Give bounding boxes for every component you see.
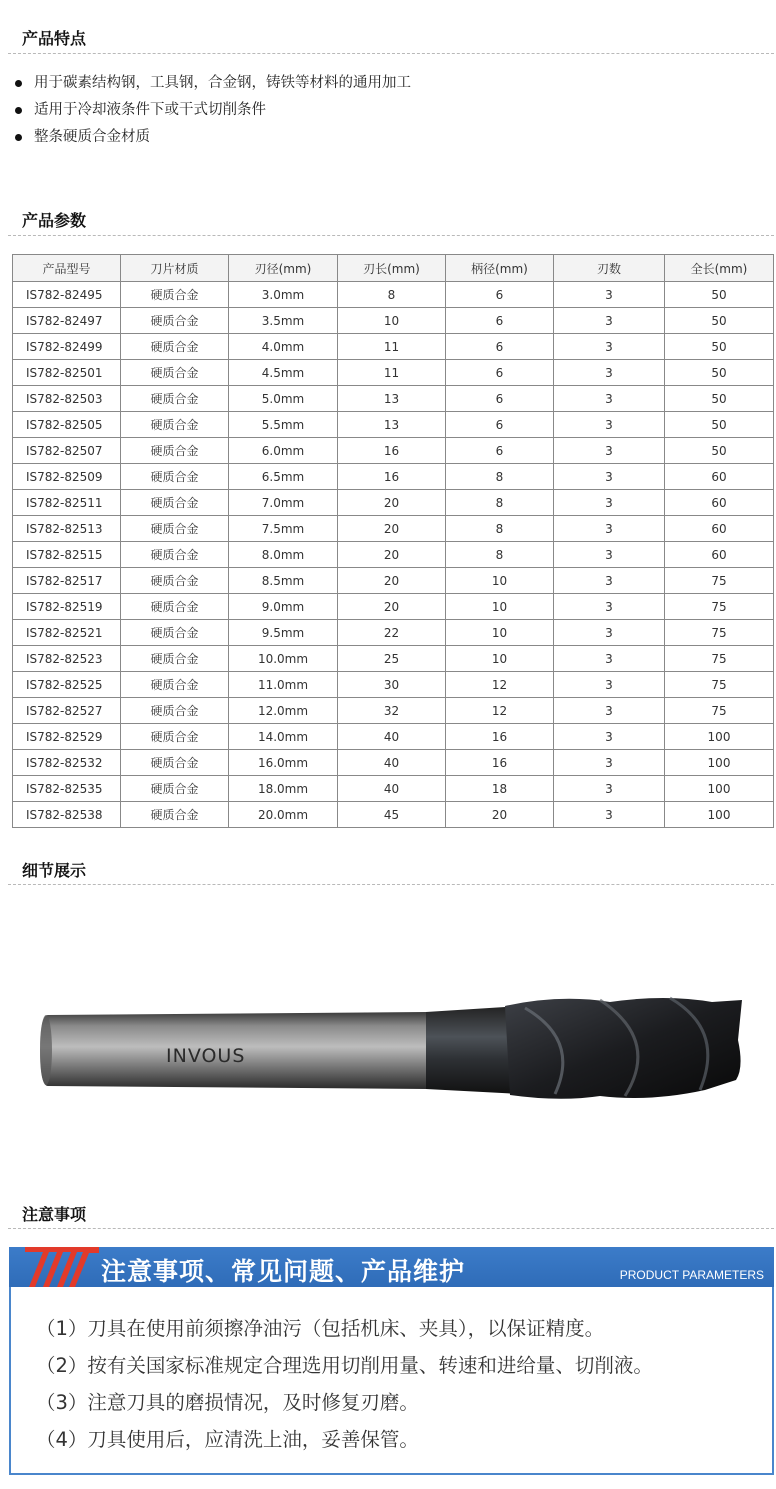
table-cell: 60: [665, 464, 774, 490]
table-cell: 25: [338, 646, 446, 672]
note-item: （2）按有关国家标准规定合理选用切削用量、转速和进给量、切削液。: [36, 1354, 653, 1377]
table-cell: 100: [665, 802, 774, 828]
table-cell: 6: [446, 386, 554, 412]
table-cell: 30: [338, 672, 446, 698]
table-header-cell: 刃长(mm): [338, 255, 446, 282]
table-cell: 40: [338, 724, 446, 750]
section-divider: [8, 1228, 774, 1229]
table-cell: IS782-82513: [13, 516, 121, 542]
table-cell: 11.0mm: [229, 672, 338, 698]
table-cell: 硬质合金: [121, 620, 229, 646]
table-row: [13, 490, 774, 516]
table-cell: 硬质合金: [121, 516, 229, 542]
table-header-cell: 全长(mm): [665, 255, 774, 282]
table-cell: 10: [446, 568, 554, 594]
features-list: [14, 70, 411, 151]
table-cell: 50: [665, 412, 774, 438]
table-cell: 3: [554, 620, 665, 646]
note-item: （3）注意刀具的磨损情况，及时修复刃磨。: [36, 1391, 419, 1414]
table-cell: 9.5mm: [229, 620, 338, 646]
table-cell: 20: [338, 542, 446, 568]
table-cell: 3: [554, 308, 665, 334]
table-row: [13, 438, 774, 464]
table-cell: 50: [665, 334, 774, 360]
table-cell: 50: [665, 386, 774, 412]
table-cell: IS782-82495: [13, 282, 121, 308]
table-cell: 18.0mm: [229, 776, 338, 802]
table-cell: 60: [665, 542, 774, 568]
bullet-icon: [15, 107, 22, 114]
features-section-title: 产品特点: [22, 29, 87, 48]
table-cell: 硬质合金: [121, 412, 229, 438]
table-cell: 13: [338, 386, 446, 412]
table-row: [13, 360, 774, 386]
feature-item: [14, 124, 411, 151]
table-row: [13, 594, 774, 620]
table-cell: 10.0mm: [229, 646, 338, 672]
table-cell: 3: [554, 542, 665, 568]
table-cell: IS782-82529: [13, 724, 121, 750]
table-cell: 硬质合金: [121, 698, 229, 724]
table-cell: IS782-82538: [13, 802, 121, 828]
product-image: [0, 890, 776, 1190]
table-cell: 75: [665, 698, 774, 724]
table-cell: 50: [665, 282, 774, 308]
table-cell: IS782-82503: [13, 386, 121, 412]
table-cell: 9.0mm: [229, 594, 338, 620]
table-cell: 75: [665, 672, 774, 698]
table-cell: 4.0mm: [229, 334, 338, 360]
table-cell: 硬质合金: [121, 334, 229, 360]
table-cell: 22: [338, 620, 446, 646]
table-cell: 7.5mm: [229, 516, 338, 542]
table-cell: IS782-82515: [13, 542, 121, 568]
notes-section-title: 注意事项: [22, 1205, 87, 1224]
detail-section-title: 细节展示: [22, 861, 87, 880]
notes-banner: [9, 1247, 774, 1287]
table-cell: 100: [665, 724, 774, 750]
note-item: （1）刀具在使用前须擦净油污（包括机床、夹具），以保证精度。: [36, 1317, 605, 1340]
table-cell: 3: [554, 412, 665, 438]
table-cell: 11: [338, 360, 446, 386]
table-cell: IS782-82507: [13, 438, 121, 464]
table-row: [13, 620, 774, 646]
table-cell: IS782-82505: [13, 412, 121, 438]
table-cell: 3: [554, 568, 665, 594]
section-divider: [8, 884, 774, 885]
table-cell: 3: [554, 750, 665, 776]
table-cell: 16: [338, 438, 446, 464]
table-cell: 8.5mm: [229, 568, 338, 594]
notes-box: [9, 1287, 774, 1475]
feature-text: 整条硬质合金材质: [34, 129, 150, 145]
table-cell: 硬质合金: [121, 672, 229, 698]
table-cell: 100: [665, 750, 774, 776]
end-mill-icon: [0, 890, 776, 1190]
table-cell: 10: [446, 594, 554, 620]
table-cell: 45: [338, 802, 446, 828]
table-cell: 8: [446, 516, 554, 542]
table-cell: 50: [665, 438, 774, 464]
table-cell: 60: [665, 490, 774, 516]
note-item: （4）刀具使用后，应清洗上油，妥善保管。: [36, 1428, 419, 1451]
table-cell: 10: [446, 646, 554, 672]
table-cell: 硬质合金: [121, 464, 229, 490]
table-cell: 硬质合金: [121, 386, 229, 412]
table-cell: 75: [665, 594, 774, 620]
table-cell: 10: [446, 620, 554, 646]
table-cell: 12.0mm: [229, 698, 338, 724]
table-cell: 3.0mm: [229, 282, 338, 308]
table-cell: IS782-82511: [13, 490, 121, 516]
table-cell: 6.0mm: [229, 438, 338, 464]
banner-title: 注意事项、常见问题、产品维护: [101, 1257, 466, 1286]
table-cell: 40: [338, 750, 446, 776]
table-cell: 20: [446, 802, 554, 828]
params-table: [12, 254, 774, 828]
table-cell: 8: [338, 282, 446, 308]
table-cell: 3: [554, 646, 665, 672]
table-cell: IS782-82499: [13, 334, 121, 360]
table-cell: 7.0mm: [229, 490, 338, 516]
table-cell: IS782-82521: [13, 620, 121, 646]
table-row: [13, 672, 774, 698]
table-cell: IS782-82517: [13, 568, 121, 594]
section-divider: [8, 53, 774, 54]
table-cell: 硬质合金: [121, 594, 229, 620]
table-cell: 40: [338, 776, 446, 802]
table-cell: 20: [338, 516, 446, 542]
stripes-logo-icon: [23, 1247, 103, 1287]
table-cell: IS782-82497: [13, 308, 121, 334]
bullet-icon: [15, 80, 22, 87]
table-cell: 硬质合金: [121, 438, 229, 464]
table-header-cell: 柄径(mm): [446, 255, 554, 282]
table-cell: 20: [338, 568, 446, 594]
table-cell: 6: [446, 360, 554, 386]
table-cell: 3: [554, 334, 665, 360]
table-cell: IS782-82532: [13, 750, 121, 776]
table-row: [13, 282, 774, 308]
table-cell: 3: [554, 438, 665, 464]
table-cell: 4.5mm: [229, 360, 338, 386]
feature-text: 适用于冷却液条件下或干式切削条件: [34, 102, 266, 118]
table-cell: 3.5mm: [229, 308, 338, 334]
table-cell: 硬质合金: [121, 750, 229, 776]
table-cell: IS782-82535: [13, 776, 121, 802]
feature-text: 用于碳素结构钢，工具钢，合金钢，铸铁等材料的通用加工: [34, 75, 411, 91]
table-cell: 32: [338, 698, 446, 724]
table-cell: 100: [665, 776, 774, 802]
table-cell: 6: [446, 412, 554, 438]
table-row: [13, 308, 774, 334]
table-cell: 75: [665, 620, 774, 646]
table-cell: 6.5mm: [229, 464, 338, 490]
table-cell: 6: [446, 282, 554, 308]
table-row: [13, 724, 774, 750]
table-cell: 13: [338, 412, 446, 438]
table-cell: 60: [665, 516, 774, 542]
table-cell: 11: [338, 334, 446, 360]
table-cell: 20: [338, 490, 446, 516]
table-row: [13, 802, 774, 828]
table-cell: 14.0mm: [229, 724, 338, 750]
table-row: [13, 776, 774, 802]
table-cell: IS782-82519: [13, 594, 121, 620]
table-cell: 5.0mm: [229, 386, 338, 412]
table-cell: 3: [554, 802, 665, 828]
table-cell: 10: [338, 308, 446, 334]
table-cell: 12: [446, 672, 554, 698]
table-row: [13, 386, 774, 412]
table-row: [13, 464, 774, 490]
table-cell: 3: [554, 594, 665, 620]
table-cell: 50: [665, 308, 774, 334]
table-cell: 6: [446, 308, 554, 334]
table-row: [13, 698, 774, 724]
table-cell: 3: [554, 724, 665, 750]
table-cell: 3: [554, 360, 665, 386]
table-cell: 8: [446, 490, 554, 516]
table-cell: 3: [554, 672, 665, 698]
banner-subtitle: PRODUCT PARAMETERS: [619, 1268, 764, 1282]
table-cell: 硬质合金: [121, 568, 229, 594]
table-cell: IS782-82509: [13, 464, 121, 490]
table-cell: IS782-82525: [13, 672, 121, 698]
table-cell: 50: [665, 360, 774, 386]
table-cell: 3: [554, 698, 665, 724]
table-cell: 75: [665, 568, 774, 594]
table-cell: 3: [554, 464, 665, 490]
table-cell: 16: [446, 750, 554, 776]
table-cell: 16: [338, 464, 446, 490]
table-row: [13, 516, 774, 542]
table-cell: 6: [446, 334, 554, 360]
table-header-cell: 产品型号: [13, 255, 121, 282]
table-cell: 16: [446, 724, 554, 750]
table-header-cell: 刃数: [554, 255, 665, 282]
table-cell: 75: [665, 646, 774, 672]
feature-item: [14, 70, 411, 97]
table-header-cell: 刀片材质: [121, 255, 229, 282]
table-cell: 3: [554, 516, 665, 542]
table-cell: 硬质合金: [121, 360, 229, 386]
table-cell: 3: [554, 386, 665, 412]
table-header-row: [13, 255, 774, 282]
table-cell: 3: [554, 776, 665, 802]
table-cell: 8.0mm: [229, 542, 338, 568]
table-cell: 硬质合金: [121, 724, 229, 750]
table-row: [13, 646, 774, 672]
table-cell: IS782-82527: [13, 698, 121, 724]
table-row: [13, 542, 774, 568]
table-row: [13, 334, 774, 360]
table-cell: 硬质合金: [121, 776, 229, 802]
table-cell: 8: [446, 542, 554, 568]
table-cell: 8: [446, 464, 554, 490]
feature-item: [14, 97, 411, 124]
table-cell: 12: [446, 698, 554, 724]
table-cell: 3: [554, 490, 665, 516]
table-cell: 20.0mm: [229, 802, 338, 828]
table-row: [13, 568, 774, 594]
table-row: [13, 412, 774, 438]
table-cell: IS782-82523: [13, 646, 121, 672]
table-row: [13, 750, 774, 776]
brand-label: INVOUS: [166, 1045, 246, 1067]
table-cell: 硬质合金: [121, 308, 229, 334]
table-cell: 硬质合金: [121, 490, 229, 516]
table-cell: 硬质合金: [121, 646, 229, 672]
table-cell: 硬质合金: [121, 282, 229, 308]
table-cell: 硬质合金: [121, 542, 229, 568]
params-section-title: 产品参数: [22, 211, 87, 230]
table-cell: 3: [554, 282, 665, 308]
section-divider: [8, 235, 774, 236]
table-cell: 20: [338, 594, 446, 620]
table-cell: 18: [446, 776, 554, 802]
table-cell: IS782-82501: [13, 360, 121, 386]
table-cell: 硬质合金: [121, 802, 229, 828]
bullet-icon: [15, 134, 22, 141]
table-cell: 5.5mm: [229, 412, 338, 438]
table-header-cell: 刃径(mm): [229, 255, 338, 282]
table-cell: 16.0mm: [229, 750, 338, 776]
table-cell: 6: [446, 438, 554, 464]
